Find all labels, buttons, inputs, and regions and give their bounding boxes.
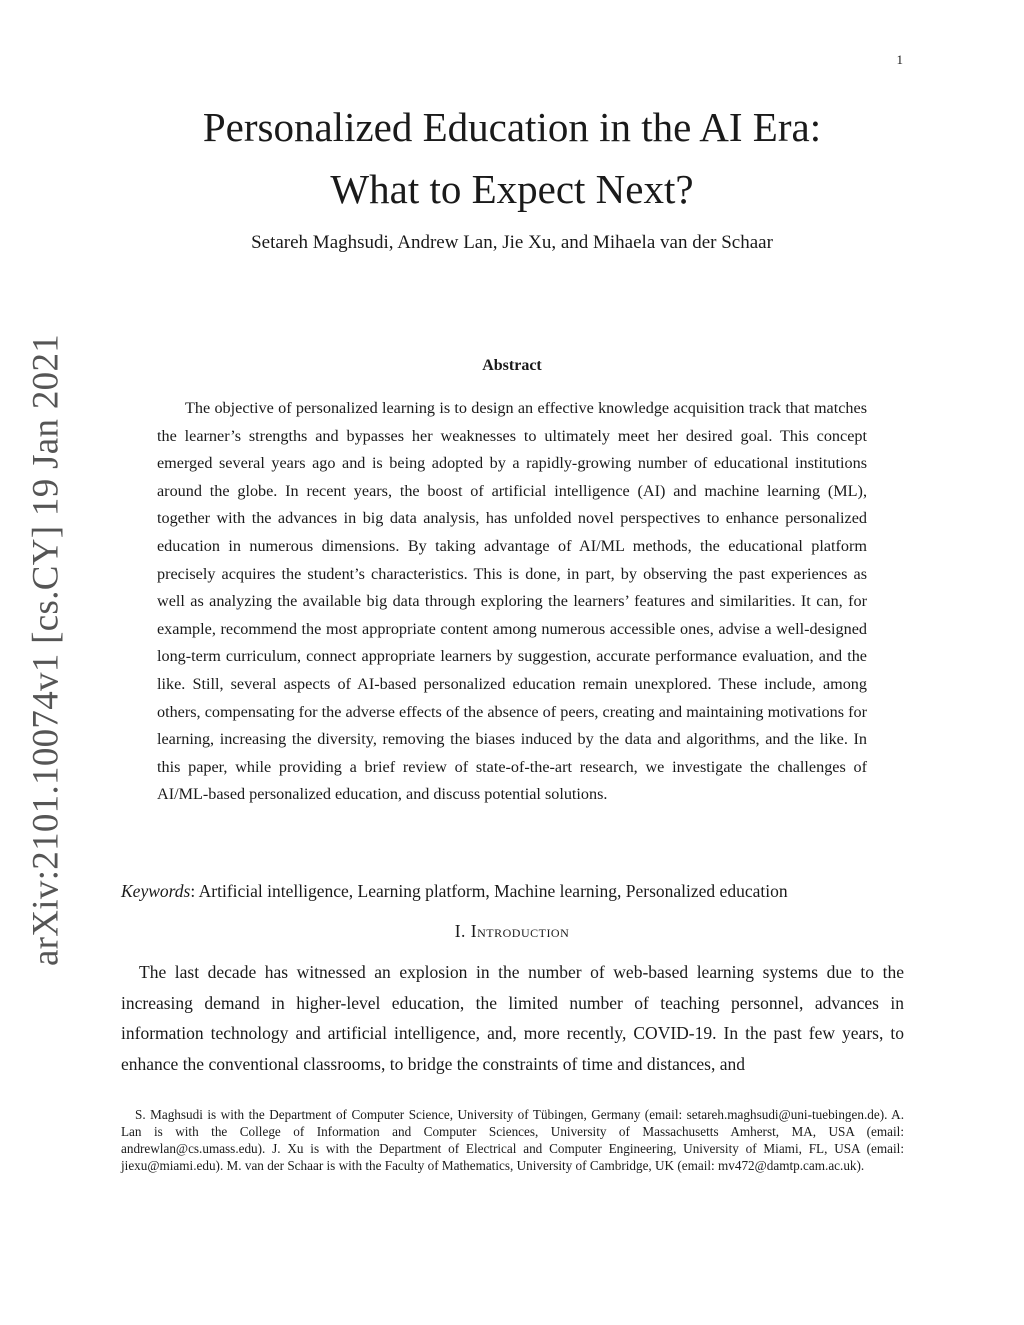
keywords-label: Keywords bbox=[121, 881, 191, 901]
page-number: 1 bbox=[896, 52, 903, 67]
abstract-heading: Abstract bbox=[482, 357, 542, 374]
keywords-text: : Artificial intelligence, Learning platform, Machine learning, Personalized education bbox=[190, 881, 788, 901]
title-line-2: What to Expect Next? bbox=[330, 166, 694, 212]
introduction-paragraph: The last decade has witnessed an explosion in the number of web-based learning systems due to the increasing demand in higher-level education, the limited number of teaching personnel, advances in information technology and artificial intelligence, and, more recently, COVID-19. In the past few years, to enhance the conventional classrooms, to bridge the constraints of time and distances, and bbox=[121, 962, 904, 1074]
paper-title bbox=[0, 96, 1024, 220]
arxiv-identifier-stamp: arXiv:2101.10074v1 [cs.CY] 19 Jan 2021 bbox=[25, 333, 67, 967]
section-heading-introduction: I. Introduction bbox=[454, 921, 570, 941]
author-affiliation-footnote: S. Maghsudi is with the Department of Computer Science, University of Tübingen, Germany (email: setareh.maghsudi@uni-tuebingen.de). A. Lan is with the College of Information and Computer Sciences, University of Massachusetts Amherst, MA, USA (email: andrewlan@cs.umass.edu). J. Xu is with the Department of Electrical and Computer Engineering, University of Miami, FL, USA (email: jiexu@miami.edu). M. van der Schaar is with the Faculty of Mathematics, University of Cambridge, UK (email: mv472@damtp.cam.ac.uk). bbox=[121, 1107, 904, 1173]
author-list: Setareh Maghsudi, Andrew Lan, Jie Xu, and Mihaela van der Schaar bbox=[251, 232, 773, 253]
title-line-1: Personalized Education in the AI Era: bbox=[202, 104, 822, 150]
keywords-line bbox=[121, 881, 921, 902]
abstract-text: The objective of personalized learning is to design an effective knowledge acquisition track that matches the learner’s strengths and bypasses her weaknesses to ultimately meet her desired goal. This concept emerged several years ago and is being adopted by a rapidly-growing number of educational institutions around the globe. In recent years, the boost of artificial intelligence (AI) and machine learning (ML), together with the advances in big data analysis, has unfolded novel perspectives to enhance personalized education in numerous dimensions. By taking advantage of AI/ML methods, the educational platform precisely acquires the student’s characteristics. This is done, in part, by observing the past experiences as well as analyzing the available big data through exploring the learners’ features and similarities. It can, for example, recommend the most appropriate content among numerous accessible ones, advise a well-designed long-term curriculum, connect appropriate learners by suggestion, accurate performance evaluation, and the like. Still, several aspects of AI-based personalized education remain unexplored. These include, among others, compensating for the adverse effects of the absence of peers, creating and maintaining motivations for learning, increasing the diversity, removing the biases induced by the data and algorithms, and the like. In this paper, while providing a brief review of state-of-the-art research, we investigate the challenges of AI/ML-based personalized education, and discuss potential solutions. bbox=[157, 399, 867, 804]
